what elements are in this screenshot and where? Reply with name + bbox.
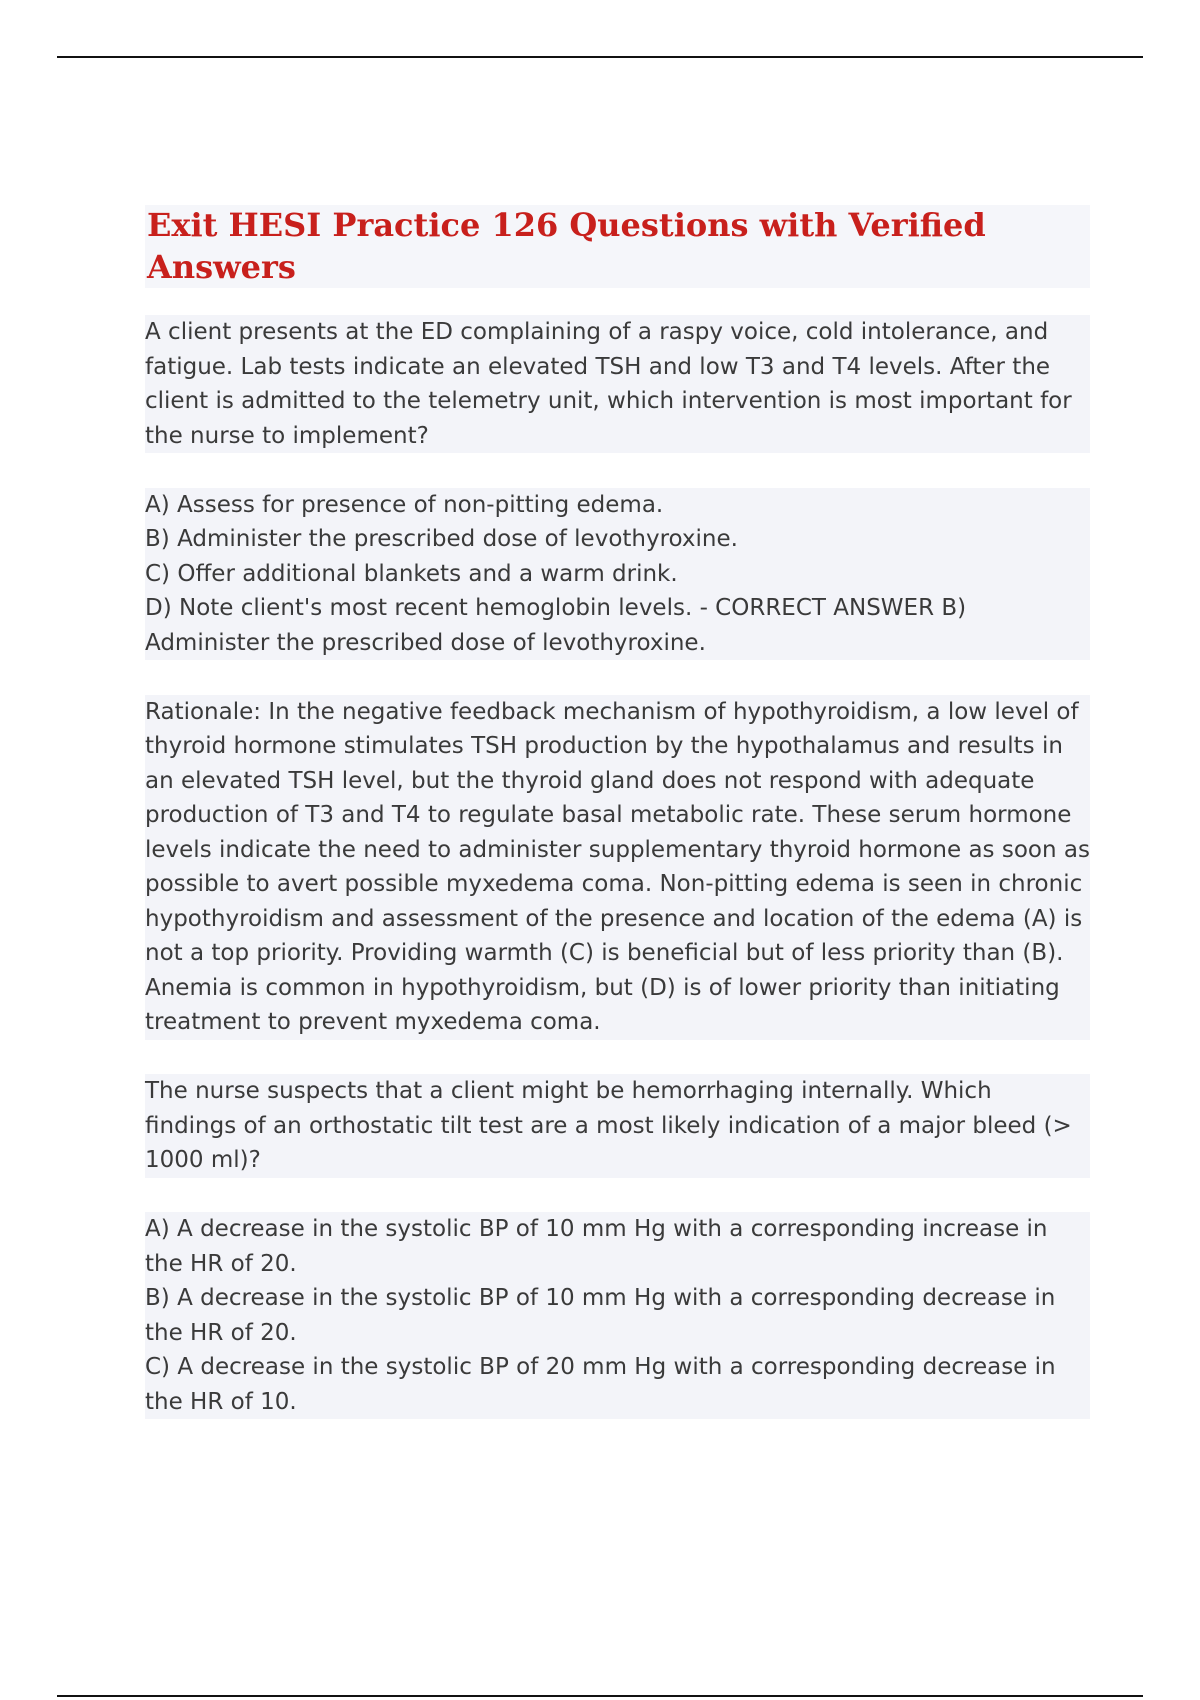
footer-rule [57,1695,1143,1697]
document-title: Exit HESI Practice 126 Questions with Verified Answers [145,205,1090,288]
question-2-options [145,1212,1090,1419]
question-2-option-c: C) A decrease in the systolic BP of 20 mm Hg with a corresponding decrease in the HR of 10. [145,1350,1090,1419]
question-1-rationale: Rationale: In the negative feedback mechanism of hypothyroidism, a low level of thyroid hormone stimulates TSH production by the hypothalamus and results in an elevated TSH level, but the thyroid gland does not respond with adequate production of T3 and T4 to regulate basal metabolic rate. These serum hormone levels indicate the need to administer supplementary thyroid hormone as soon as possible to avert possible myxedema coma. Non-pitting edema is seen in chronic hypothyroidism and assessment of the presence and location of the edema (A) is not a top priority. Providing warmth (C) is beneficial but of less priority than (B). Anemia is common in hypothyroidism, but (D) is of lower priority than initiating treatment to prevent myxedema coma. [145,695,1090,1040]
question-1-option-c: C) Offer additional blankets and a warm drink. [145,557,1090,592]
question-2-option-a: A) A decrease in the systolic BP of 10 mm Hg with a corresponding increase in the HR of 20. [145,1212,1090,1281]
question-1-option-d-answer: D) Note client's most recent hemoglobin levels. - CORRECT ANSWER B) Administer the prescribed dose of levothyroxine. [145,591,1090,660]
question-1-options [145,488,1090,661]
header-rule [57,56,1143,58]
question-1-stem: A client presents at the ED complaining of a raspy voice, cold intolerance, and fatigue. Lab tests indicate an elevated TSH and low T3 and T4 levels. After the client is admitted to the telemetry unit, which intervention is most important for the nurse to implement? [145,315,1090,453]
question-2-option-b: B) A decrease in the systolic BP of 10 mm Hg with a corresponding decrease in the HR of 20. [145,1281,1090,1350]
document-body [145,205,1090,1454]
question-2-stem: The nurse suspects that a client might be hemorrhaging internally. Which findings of an orthostatic tilt test are a most likely indication of a major bleed (> 1000 ml)? [145,1074,1090,1178]
question-1-option-b: B) Administer the prescribed dose of levothyroxine. [145,522,1090,557]
question-1-option-a: A) Assess for presence of non-pitting edema. [145,488,1090,523]
